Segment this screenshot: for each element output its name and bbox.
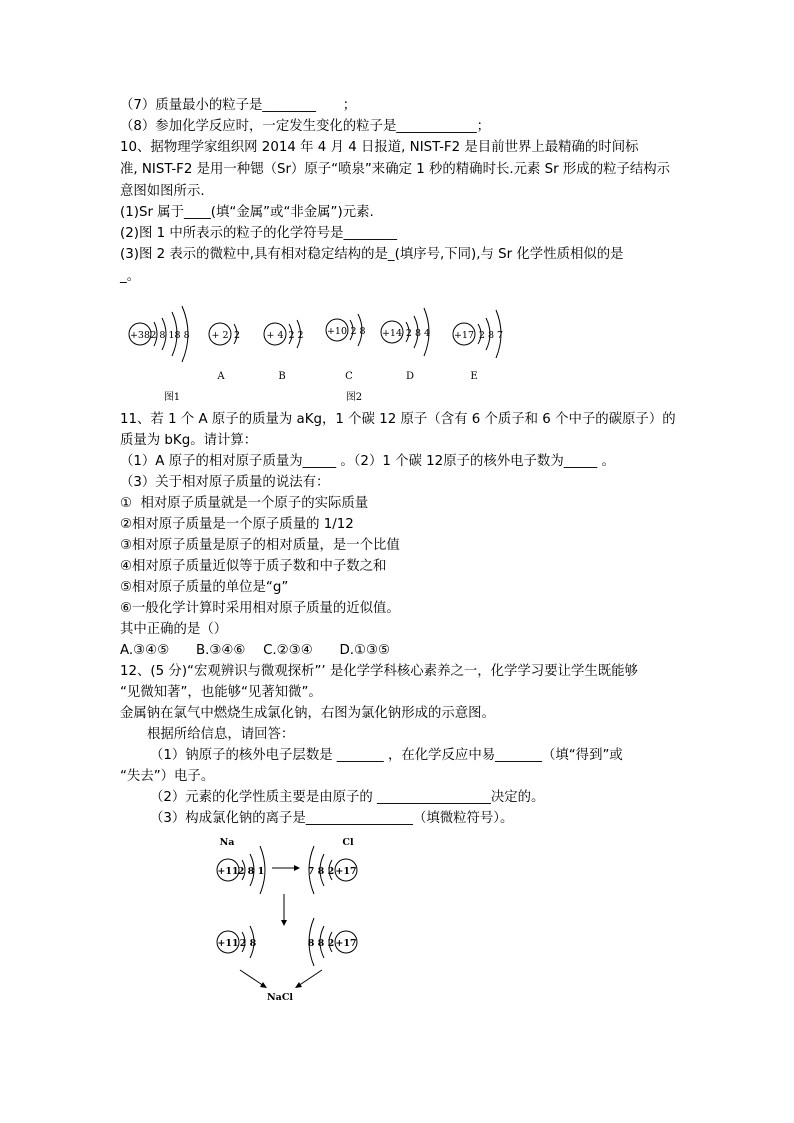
- question-12-line-2: “见微知著”，也能够“见著知微”。: [120, 685, 322, 700]
- question-10-line-2: 准, NIST-F2 是用一种锶（Sr）原子“喷泉”来确定 1 秒的精确时长.元素 Sr 形成的粒子结构示: [120, 162, 671, 177]
- cl-ion-electrons: 8 8 2: [307, 938, 335, 949]
- particle-e-electrons: 2 8 7: [478, 330, 504, 341]
- statement-2: ②相对原子质量是一个原子质量的 1/12: [120, 517, 354, 532]
- question-11-line-1: 11、若 1 个 A 原子的质量为 aKg，1 个碳 12 原子（含有 6 个质子和 6 个中子的碳原子）的: [120, 412, 676, 427]
- question-12-instruction: 根据所给信息，请回答：: [147, 727, 295, 742]
- statement-5: ⑤相对原子质量的单位是“g”: [120, 580, 289, 595]
- na-ion-nucleus: +11: [217, 938, 239, 949]
- question-12-part-3: （3）构成氯化钠的离子是________________（填微粒符号）。: [150, 811, 514, 826]
- question-11-choices: A.③④⑤ B.③④⑥ C.②③④ D.①③⑤: [120, 643, 391, 658]
- figure-1-caption: 图1: [163, 392, 181, 403]
- question-12-line-1: 12、(5 分)“宏观辨识与微观探析”’ 是化学学科核心素养之一，化学学习要让学生既能够: [120, 664, 638, 679]
- statement-6: ⑥一般化学计算时采用相对原子质量的近似值。: [120, 601, 400, 616]
- na-ion-electrons: 2 8: [239, 938, 257, 949]
- question-11-line-2: 质量为 bKg。请计算：: [120, 433, 258, 448]
- particle-e-nucleus: +17: [453, 330, 475, 341]
- question-11-part-3: （3）关于相对原子质量的说法有：: [120, 475, 330, 490]
- nacl-product-label: NaCl: [266, 992, 294, 1003]
- question-12-part-1a: （1）钠原子的核外电子层数是 _______ ，在化学反应中易_______（填“得到”或: [150, 748, 623, 763]
- question-7-line: （7）质量最小的粒子是________ ；: [120, 98, 357, 113]
- na-atom-nucleus: +11: [217, 866, 239, 877]
- particle-c-nucleus: +10: [326, 326, 348, 337]
- question-10-line-3: 意图如图所示.: [120, 184, 205, 199]
- particle-a-electrons: 2: [233, 330, 241, 341]
- label-a: A: [217, 371, 225, 382]
- question-10-line-1: 10、据物理学家组织网 2014 年 4 月 4 日报道, NIST-F2 是目前世界上最精确的时间标: [120, 140, 639, 155]
- question-10-part-3a: (3)图 2 表示的微粒中,具有相对稳定结构的是_(填序号,下同),与 Sr 化学性质相似的是: [120, 247, 624, 262]
- question-10-part-1: (1)Sr 属于____(填“金属”或“非金属”)元素.: [120, 205, 374, 220]
- statement-4: ④相对原子质量近似等于质子数和中子数之和: [120, 559, 387, 574]
- cl-atom-nucleus: +17: [335, 866, 357, 877]
- question-12-part-1b: “失去”）电子。: [120, 769, 215, 784]
- question-11-prompt: 其中正确的是（）: [120, 622, 228, 637]
- particle-c-electrons: 2 8: [350, 326, 366, 337]
- label-b: B: [278, 371, 286, 382]
- particle-d-electrons: 2 8 4: [405, 328, 431, 339]
- nacl-formation-diagram: [200, 832, 380, 1007]
- label-c: C: [345, 371, 353, 382]
- particle-d-nucleus: +14: [381, 328, 403, 339]
- statement-3: ③相对原子质量是原子的相对质量，是一个比值: [120, 538, 400, 553]
- question-12-part-2: （2）元素的化学性质主要是由原子的 _________________决定的。: [150, 790, 545, 805]
- na-symbol-label: Na: [219, 837, 235, 848]
- label-d: D: [405, 371, 415, 382]
- sr-nucleus: +38: [129, 330, 151, 341]
- question-10-part-2: (2)图 1 中所表示的粒子的化学符号是________: [120, 226, 398, 241]
- label-e: E: [470, 371, 478, 382]
- statement-1: ① 相对原子质量就是一个原子的实际质量: [120, 496, 369, 511]
- question-12-line-3: 金属钠在氯气中燃烧生成氯化钠，右图为氯化钠形成的示意图。: [120, 706, 495, 721]
- particle-b-nucleus: + 4: [266, 330, 284, 341]
- cl-atom-electrons: 7 8 2: [307, 866, 335, 877]
- question-8-line: （8）参加化学反应时，一定发生变化的粒子是____________；: [120, 119, 491, 134]
- question-10-part-3b: _。: [120, 269, 141, 284]
- particle-a-nucleus: + 2: [211, 330, 229, 341]
- sr-particle-figure: [110, 292, 530, 412]
- cl-symbol-label: Cl: [342, 837, 354, 848]
- cl-ion-nucleus: +17: [335, 938, 357, 949]
- sr-electrons: 2 8 18 8: [150, 330, 190, 341]
- particle-b-electrons: 2 2: [288, 330, 304, 341]
- figure-2-caption: 图2: [345, 392, 363, 403]
- question-11-part-1: （1）A 原子的相对原子质量为_____ 。（2）1 个碳 12原子的核外电子数为_____ 。: [120, 454, 615, 469]
- na-atom-electrons: 2 8 1: [237, 866, 265, 877]
